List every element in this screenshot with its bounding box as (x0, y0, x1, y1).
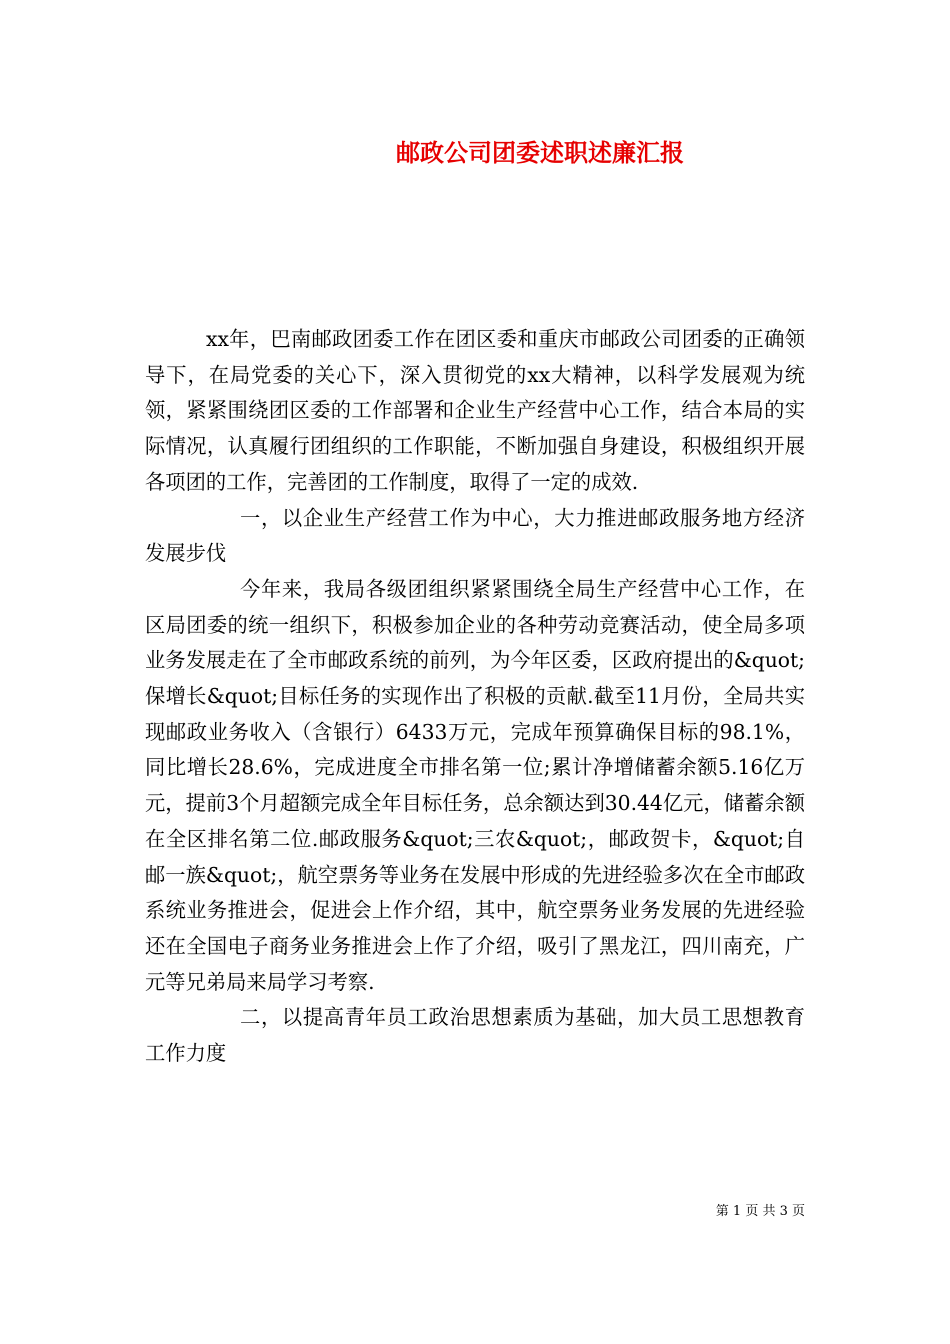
document-title: 邮政公司团委述职述廉汇报 (396, 138, 684, 167)
section-heading-2: 二，以提高青年员工政治思想素质为基础，加大员工思想教育工作力度 (145, 1005, 805, 1066)
section-heading-1: 一，以企业生产经营工作为中心，大力推进邮政服务地方经济发展步伐 (145, 505, 805, 566)
page-number-footer: 第 1 页 共 3 页 (715, 1204, 805, 1219)
paragraph-section-1: 今年来，我局各级团组织紧紧围绕全局生产经营中心工作，在区局团委的统一组织下，积极参加企业的各种劳动竞赛活动，使全局多项业务发展走在了全市邮政系统的前列，为今年区委，区政府提出的&quot;保增长&quot;目标任务的实现作出了积极的贡献.截至11月份，全局共实现邮政业务收入（含银行）6433万元，完成年预算确保目标的98.1%，同比增长28.6%，完成进度全市排名第一位;累计净增储蓄余额5.16亿万元，提前3个月超额完成全年目标任务，总余额达到30.44亿元，储蓄余额在全区排名第二位.邮政服务&quot;三农&quot;，邮政贺卡，&quot;自邮一族&quot;，航空票务等业务在发展中形成的先进经验多次在全市邮政系统业务推进会，促进会上作介绍，其中，航空票务业务发展的先进经验还在全国电子商务业务推进会上作了介绍，吸引了黑龙江，四川南充，广元等兄弟局来局学习考察. (145, 576, 805, 994)
document-body (145, 322, 805, 1072)
paragraph-intro: xx年，巴南邮政团委工作在团区委和重庆市邮政公司团委的正确领导下，在局党委的关心下，深入贯彻党的xx大精神，以科学发展观为统领，紧紧围绕团区委的工作部署和企业生产经营中心工作，结合本局的实际情况，认真履行团组织的工作职能，不断加强自身建设，积极组织开展各项团的工作，完善团的工作制度，取得了一定的成效. (145, 327, 805, 494)
